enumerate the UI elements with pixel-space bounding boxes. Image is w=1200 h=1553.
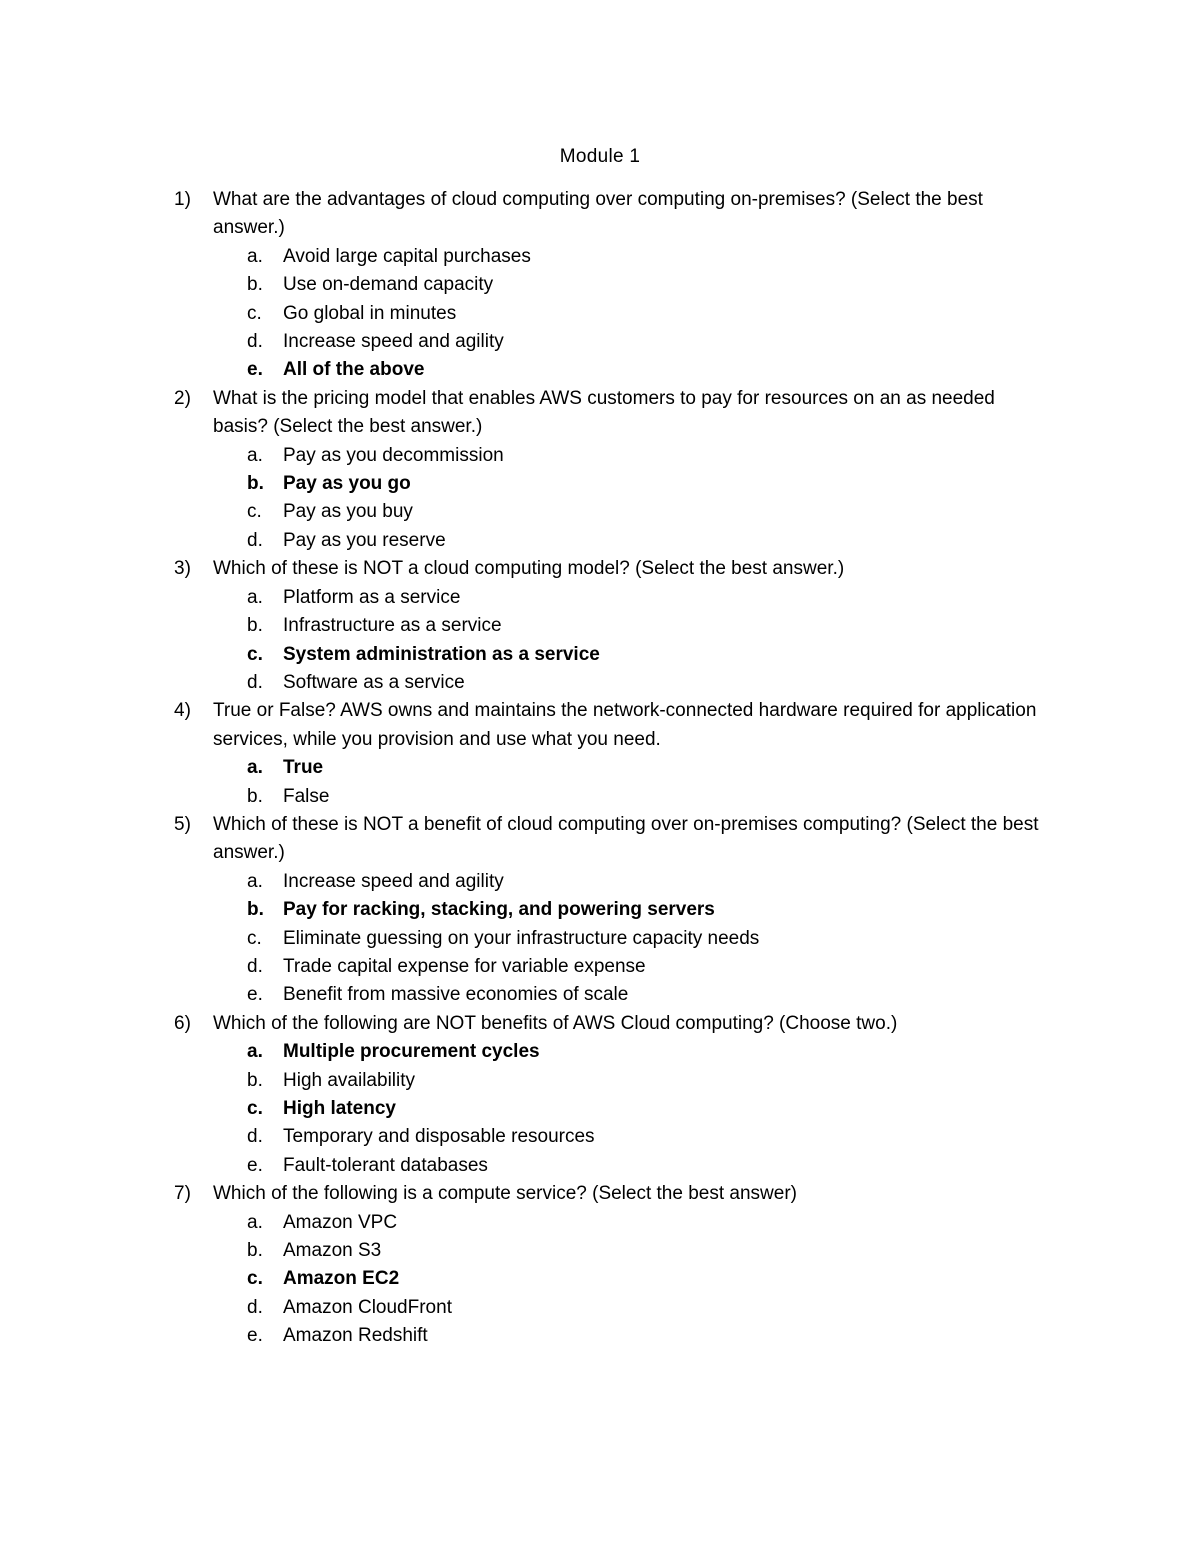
- option-letter: c.: [247, 501, 262, 523]
- question-4: [174, 697, 1054, 811]
- option-text: All of the above: [283, 359, 425, 381]
- option-letter: a.: [247, 870, 263, 892]
- option-text: Go global in minutes: [283, 302, 457, 324]
- option-text: Avoid large capital purchases: [283, 245, 531, 267]
- option-letter: e.: [247, 1325, 263, 1347]
- question-6: [174, 1010, 1054, 1180]
- answer-option: [213, 243, 1054, 271]
- answer-options: [213, 243, 1054, 385]
- option-letter: e.: [247, 984, 263, 1006]
- option-letter: c.: [247, 302, 262, 324]
- option-text: System administration as a service: [283, 643, 600, 665]
- question-number: 1): [174, 189, 191, 210]
- option-letter: b.: [247, 785, 263, 807]
- option-text: Multiple procurement cycles: [283, 1041, 540, 1063]
- answer-option: [213, 612, 1054, 640]
- option-letter: d.: [247, 1296, 263, 1318]
- answer-option-correct: [213, 754, 1054, 782]
- answer-option: [213, 925, 1054, 953]
- option-text: Pay as you decommission: [283, 444, 504, 466]
- option-letter: d.: [247, 671, 263, 693]
- option-letter: c.: [247, 1268, 263, 1290]
- answer-option-correct: [213, 1265, 1054, 1293]
- option-letter: b.: [247, 473, 264, 495]
- answer-option-correct: [213, 1095, 1054, 1123]
- option-text: Amazon VPC: [283, 1211, 398, 1233]
- option-letter: d.: [247, 529, 263, 551]
- option-text: Increase speed and agility: [283, 331, 504, 353]
- answer-option-correct: [213, 641, 1054, 669]
- answer-option: [213, 1123, 1054, 1151]
- question-list: [174, 186, 1054, 1351]
- option-text: High availability: [283, 1069, 416, 1091]
- answer-option: [213, 1152, 1054, 1180]
- option-text: Pay for racking, stacking, and powering servers: [283, 899, 715, 921]
- answer-option: [213, 1067, 1054, 1095]
- option-text: True: [283, 757, 324, 779]
- question-number: 6): [174, 1012, 191, 1034]
- question-text: Which of these is NOT a benefit of cloud computing over on-premises computing? (Select the best answer.): [213, 813, 1039, 864]
- option-letter: c.: [247, 643, 263, 665]
- option-text: Amazon CloudFront: [283, 1296, 452, 1318]
- option-letter: b.: [247, 1069, 263, 1091]
- option-letter: e.: [247, 1154, 263, 1176]
- answer-option: [213, 1322, 1054, 1350]
- question-5: [174, 811, 1054, 1010]
- answer-option: [213, 1237, 1054, 1265]
- question-number: 7): [174, 1183, 191, 1205]
- option-letter: b.: [247, 274, 263, 296]
- question-1: [174, 186, 1054, 385]
- answer-option: [213, 669, 1054, 697]
- answer-option: [213, 868, 1054, 896]
- question-number: 3): [174, 558, 191, 580]
- question-text: Which of the following are NOT benefits of AWS Cloud computing? (Choose two.): [213, 1012, 898, 1034]
- answer-option: [213, 328, 1054, 356]
- option-letter: d.: [247, 331, 263, 353]
- question-number: 4): [174, 700, 191, 722]
- question-text: What is the pricing model that enables AWS customers to pay for resources on an as needed basis? (Select the best answer.): [213, 387, 995, 438]
- question-3: [174, 555, 1054, 697]
- option-text: Eliminate guessing on your infrastructure capacity needs: [283, 927, 760, 949]
- option-letter: a.: [247, 586, 263, 608]
- page-title: Module 1: [559, 146, 641, 167]
- question-text: What are the advantages of cloud computing over computing on-premises? (Select the best answer.): [213, 189, 983, 239]
- option-text: Fault-tolerant databases: [283, 1154, 488, 1176]
- question-number: 2): [174, 387, 191, 409]
- option-letter: b.: [247, 1240, 263, 1262]
- question-text: True or False? AWS owns and maintains the network-connected hardware required for application services, while you provision and use what you need.: [213, 700, 1037, 750]
- option-letter: c.: [247, 1098, 263, 1119]
- answer-options: [213, 868, 1054, 1010]
- question-2: [174, 385, 1054, 555]
- option-text: Benefit from massive economies of scale: [283, 984, 629, 1006]
- question-number: 5): [174, 813, 191, 835]
- option-text: False: [283, 785, 330, 807]
- answer-option: [213, 953, 1054, 981]
- option-text: Use on-demand capacity: [283, 274, 494, 296]
- option-text: Software as a service: [283, 671, 465, 693]
- option-letter: d.: [247, 1126, 263, 1148]
- answer-option: [213, 981, 1054, 1009]
- answer-option-correct: [213, 470, 1054, 498]
- answer-option-correct: [213, 1038, 1054, 1066]
- option-text: Pay as you go: [283, 473, 411, 495]
- answer-option: [213, 271, 1054, 299]
- option-letter: d.: [247, 955, 263, 977]
- option-letter: b.: [247, 899, 264, 921]
- option-text: Pay as you buy: [283, 501, 413, 523]
- option-text: Amazon Redshift: [283, 1325, 428, 1347]
- option-text: Amazon EC2: [283, 1268, 400, 1290]
- option-letter: a.: [247, 1211, 263, 1233]
- answer-option: [213, 527, 1054, 555]
- option-text: Infrastructure as a service: [283, 615, 502, 637]
- option-letter: b.: [247, 615, 263, 637]
- question-text: Which of these is NOT a cloud computing model? (Select the best answer.): [213, 558, 845, 580]
- question-text: Which of the following is a compute service? (Select the best answer): [213, 1183, 797, 1205]
- answer-option-correct: [213, 356, 1054, 384]
- answer-options: [213, 754, 1054, 811]
- option-text: High latency: [283, 1098, 396, 1119]
- option-text: Increase speed and agility: [283, 870, 504, 892]
- option-letter: a.: [247, 757, 263, 779]
- answer-options: [213, 1038, 1054, 1180]
- answer-options: [213, 584, 1054, 698]
- option-text: Platform as a service: [283, 586, 461, 608]
- answer-option: [213, 1294, 1054, 1322]
- answer-option: [213, 783, 1054, 811]
- option-letter: c.: [247, 927, 262, 949]
- option-text: Trade capital expense for variable expense: [283, 955, 646, 977]
- answer-option: [213, 498, 1054, 526]
- answer-option: [213, 1209, 1054, 1237]
- answer-options: [213, 442, 1054, 556]
- option-letter: e.: [247, 359, 263, 381]
- answer-option-correct: [213, 896, 1054, 924]
- option-letter: a.: [247, 1041, 263, 1063]
- option-letter: a.: [247, 444, 263, 466]
- option-text: Temporary and disposable resources: [283, 1126, 595, 1148]
- option-letter: a.: [247, 245, 263, 267]
- answer-options: [213, 1209, 1054, 1351]
- answer-option: [213, 442, 1054, 470]
- option-text: Pay as you reserve: [283, 529, 446, 551]
- answer-option: [213, 584, 1054, 612]
- answer-option: [213, 300, 1054, 328]
- option-text: Amazon S3: [283, 1240, 382, 1262]
- question-7: [174, 1180, 1054, 1350]
